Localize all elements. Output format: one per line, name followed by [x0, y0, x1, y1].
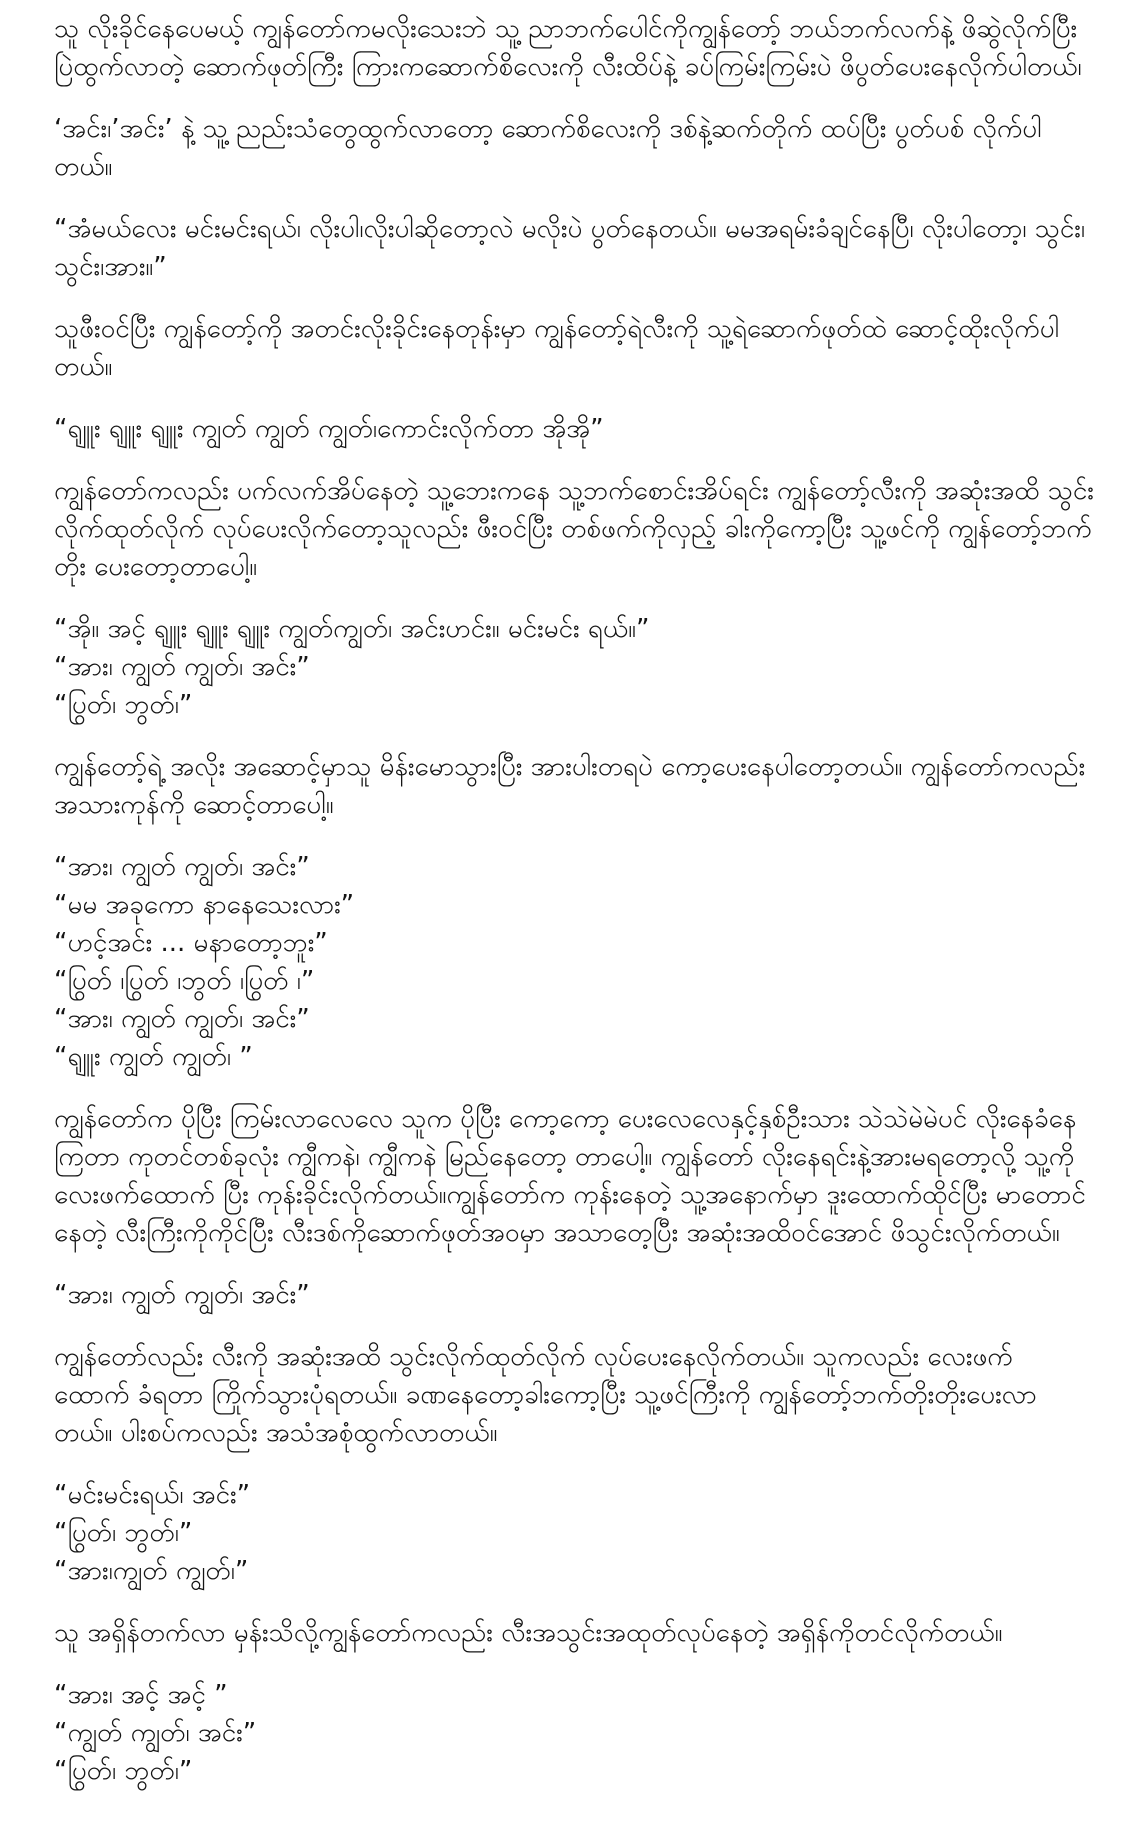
- dialogue-line: “အား၊ ကျွတ် ကျွတ်၊ အင်း”: [54, 1280, 310, 1310]
- dialogue-line: “အား၊ကျွတ် ကျွတ်၊”: [54, 1556, 249, 1586]
- narrative-paragraph: [54, 110, 1094, 186]
- dialogue-block: [54, 210, 1094, 286]
- paragraph-text: သူ အရှိန်တက်လာ မှန်းသိလို့ကျွန်တော်ကလည်း လီးအသွင်းအထုတ်လုပ်နေတဲ့ အရှိန်ကိုတင်လိုက်တယ်။: [54, 1618, 1003, 1648]
- dialogue-line: “အံမယ်လေး မင်းမင်းရယ်၊ လိုးပါ၊လိုးပါဆိုတော့လဲ မလိုးပဲ ပွတ်နေတယ်။ မမအရမ်းခံချင်နေပြီ၊ လိုးပါတော့၊ သွင်း၊ သွင်း၊အား။”: [54, 214, 1094, 282]
- narrative-paragraph: [54, 1614, 1094, 1652]
- narrative-paragraph: [54, 10, 1094, 86]
- dialogue-line: “ရျူး ရျူး ရျူး ကျွတ် ကျွတ် ကျွတ်၊ကောင်းလိုက်တာ အိုအို”: [54, 414, 604, 444]
- dialogue-line: “ရျူး ကျွတ် ကျွတ်၊ ”: [54, 1042, 253, 1072]
- dialogue-line: “ပြွတ် ၊ပြွတ် ၊ဘွတ် ၊ပြွတ် ၊”: [54, 966, 315, 996]
- dialogue-line: “မမ အခုကော နာနေသေးလား”: [54, 890, 355, 920]
- paragraph-text: ကျွန်တော်ကလည်း ပက်လက်အိပ်နေတဲ့ သူ့ဘေးကနေ သူ့ဘက်စောင်းအိပ်ရင်း ကျွန်တော့်လီးကို အဆုံးအထိ သွင်းလိုက်ထုတ်လိုက် လုပ်ပေးလိုက်တော့သူလည်း ဖီးဝင်ပြီး တစ်ဖက်ကိုလှည့် ခါးကိုကော့ပြီး သူ့ဖင်ကို ကျွန်တော့်ဘက် တိုး ပေးတော့တာပေါ့။: [54, 476, 1101, 582]
- document-content: [54, 10, 1101, 1790]
- narrative-paragraph: [54, 1100, 1094, 1252]
- dialogue-line: “အို။ အင့် ရျူး ရျူး ရျူး ကျွတ်ကျွတ်၊ အင်းဟင်း။ မင်းမင်း ရယ်။”: [54, 614, 650, 644]
- dialogue-line: “ဟင့်အင်း ... မနာတော့ဘူး”: [54, 928, 328, 958]
- paragraph-text: ကျွန်တော်က ပိုပြီး ကြမ်းလာလေလေ သူက ပိုပြီး ကော့ကော့ ပေးလေလေနှင့်နှစ်ဦးသား သဲသဲမဲမဲပင် လိုးနေခံနေကြတာ ကုတင်တစ်ခုလုံး ကျွီကနဲ၊ ကျွီကနဲ မြည်နေတော့ တာပေါ့။ ကျွန်တော် လိုးနေရင်းနဲ့အားမရတော့လို့ သူ့ကို လေးဖက်ထောက် ပြီး ကုန်းခိုင်းလိုက်တယ်။ကျွန်တော်က ကုန်းနေတဲ့ သူ့အနောက်မှာ ဒူးထောက်ထိုင်ပြီး မာတောင်နေတဲ့ လီးကြီးကိုကိုင်ပြီး လီးဒစ်ကိုဆောက်ဖုတ်အဝမှာ အသာတေ့ပြီး အဆုံးအထိဝင်အောင် ဖိသွင်းလိုက်တယ်။: [54, 1104, 1086, 1248]
- narrative-paragraph: [54, 748, 1094, 824]
- paragraph-text: ‘အင်း၊’အင်း’ နဲ့ သူ့ ညည်းသံတွေထွက်လာတော့ ဆောက်စိလေးကို ဒစ်နဲ့ဆက်တိုက် ထပ်ပြီး ပွတ်ပစ် လိုက်ပါတယ်။: [54, 114, 1042, 182]
- narrative-paragraph: [54, 1338, 1094, 1452]
- dialogue-line: “ပြွတ်၊ ဘွတ်၊”: [54, 690, 193, 720]
- paragraph-text: သူ လိုးခိုင်နေပေမယ့် ကျွန်တော်ကမလိုးသေးဘဲ သူ့ ညာဘက်ပေါင်ကိုကျွန်တော့် ဘယ်ဘက်လက်နဲ့ ဖိဆွဲလိုက်ပြီး ပြဲထွက်လာတဲ့ ဆောက်ဖုတ်ကြီး ကြားကဆောက်စိလေးကို လီးထိပ်နဲ့ ခပ်ကြမ်းကြမ်းပဲ ဖိပွတ်ပေးနေလိုက်ပါတယ်၊: [54, 14, 1086, 82]
- dialogue-line: “အား၊ အင့် အင့် ”: [54, 1680, 228, 1710]
- dialogue-line: “ပြွတ်၊ ဘွတ်၊”: [54, 1518, 193, 1548]
- dialogue-block: [54, 1276, 1094, 1314]
- narrative-paragraph: [54, 310, 1094, 386]
- dialogue-block: [54, 1476, 1094, 1590]
- dialogue-line: “အား၊ ကျွတ် ကျွတ်၊ အင်း”: [54, 852, 310, 882]
- dialogue-block: [54, 848, 1094, 1076]
- dialogue-line: “ပြွတ်၊ ဘွတ်၊”: [54, 1756, 193, 1786]
- narrative-paragraph: [54, 472, 1101, 586]
- paragraph-text: သူဖီးဝင်ပြီး ကျွန်တော့်ကို အတင်းလိုးခိုင်းနေတုန်းမှာ ကျွန်တော့်ရဲလီးကို သူ့ရဲဆောက်ဖုတ်ထဲ ဆောင့်ထိုးလိုက်ပါတယ်။: [54, 314, 1060, 382]
- dialogue-block: [54, 610, 1094, 724]
- dialogue-line: “မင်းမင်းရယ်၊ အင်း”: [54, 1480, 251, 1510]
- paragraph-text: ကျွန်တော့်ရဲ့ အလိုး အဆောင့်မှာသူ မိန်းမောသွားပြီး အားပါးတရပဲ ကော့ပေးနေပါတော့တယ်။ ကျွန်တော်ကလည်း အသားကုန်ကို ဆောင့်တာပေါ့။: [54, 752, 1094, 820]
- dialogue-block: [54, 1676, 1094, 1790]
- paragraph-text: ကျွန်တော်လည်း လီးကို အဆုံးအထိ သွင်းလိုက်ထုတ်လိုက် လုပ်ပေးနေလိုက်တယ်။ သူကလည်း လေးဖက် ထောက် ခံရတာ ကြိုက်သွားပုံရတယ်။ ခဏနေတော့ခါးကော့ပြီး သူ့ဖင်ကြီးကို ကျွန်တော့်ဘက်တိုးတိုးပေးလာတယ်။ ပါးစပ်ကလည်း အသံအစုံထွက်လာတယ်။: [54, 1342, 1037, 1448]
- dialogue-line: “ကျွတ် ကျွတ်၊ အင်း”: [54, 1718, 257, 1748]
- dialogue-block: [54, 410, 1094, 448]
- dialogue-line: “အား၊ ကျွတ် ကျွတ်၊ အင်း”: [54, 652, 310, 682]
- dialogue-line: “အား၊ ကျွတ် ကျွတ်၊ အင်း”: [54, 1004, 310, 1034]
